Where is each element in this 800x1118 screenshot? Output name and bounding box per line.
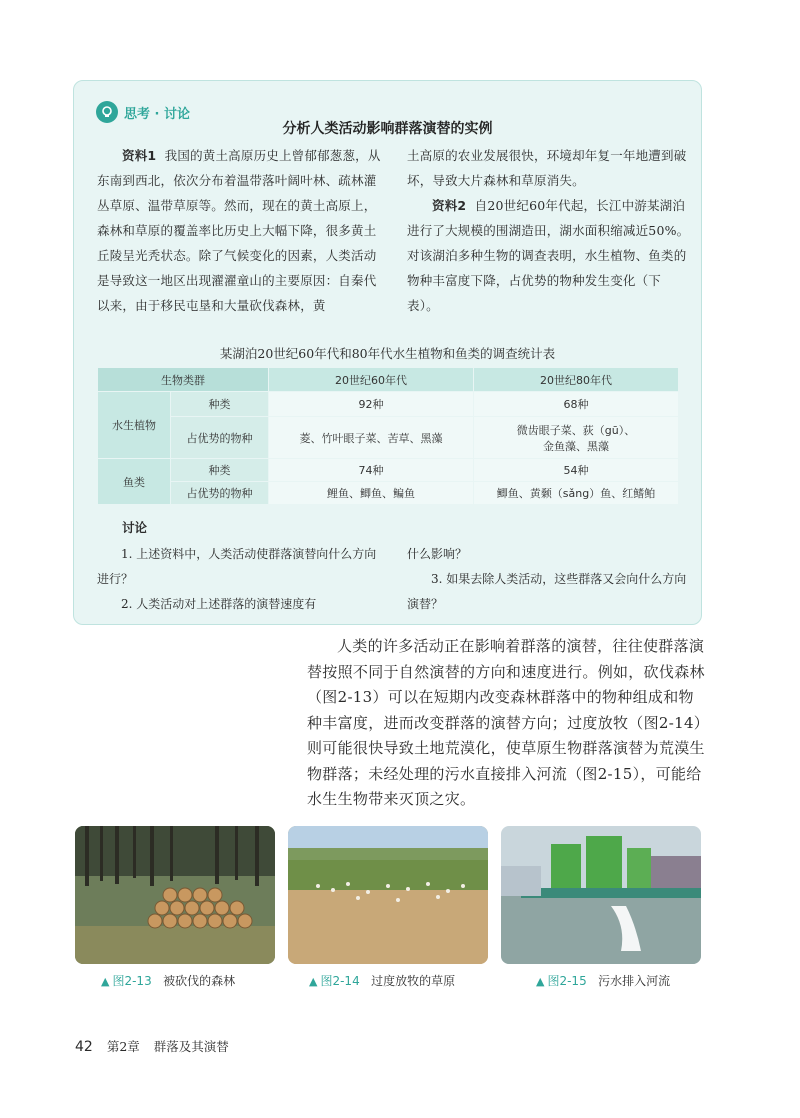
figure-caption-2-15 — [536, 972, 670, 989]
table-header-group: 生物类群 — [98, 368, 268, 391]
row-label-species-count: 种类 — [171, 459, 268, 481]
figure-caption-2-13 — [101, 972, 235, 989]
box-title: 分析人类活动影响群落演替的实例 — [282, 121, 493, 137]
row-label-dominant-species: 占优势的物种 — [171, 482, 268, 504]
photo-cut-forest — [75, 826, 275, 964]
think-discuss-box — [73, 80, 702, 625]
material1-label: 资料1 — [122, 148, 157, 163]
figure-caption-2-14 — [309, 972, 455, 989]
question-2: 2. 人类活动对上述群落的演替速度有 — [121, 597, 317, 611]
group-aquatic-plants: 水生植物 — [98, 392, 170, 458]
table-cell: 92种 — [269, 392, 473, 416]
question-3: 3. 如果去除人类活动，这些群落又会向什么方向演替？ — [407, 572, 687, 611]
figure-caption-text: 污水排入河流 — [598, 974, 671, 988]
table-cell: 74种 — [269, 459, 473, 481]
table-cell — [474, 417, 678, 458]
question-2-continued: 什么影响？ — [407, 547, 468, 561]
photo-overgrazed-grassland — [288, 826, 488, 964]
triangle-marker-icon: ▲ — [101, 975, 110, 988]
discussion-right — [407, 542, 690, 617]
material1-continued: 土高原的农业发展很快，环境却年复一年地遭到破坏，导致大片森林和草原消失。 — [407, 148, 687, 188]
body-text: 人类的许多活动正在影响着群落的演替，往往使群落演替按照不同于自然演替的方向和速度进行。例如，砍伐森林（图2-13）可以在短期内改变森林群落中的物种组成和物种丰富度，进而改变群落的演替方向；过度放牧（图2-14）则可能很快导致土地荒漠化，使草原生物群落演替为荒漠生物群落；未经处理的污水直接排入河流（图2-15），可能给水生生物带来灭顶之灾。 — [307, 637, 705, 808]
figure-number: 图2-15 — [547, 974, 587, 988]
body-paragraph — [307, 634, 707, 813]
table-header-60s: 20世纪60年代 — [269, 368, 473, 391]
box-tag: 思考 · 讨论 — [124, 106, 190, 122]
material-right-column — [407, 143, 690, 318]
table-header-80s: 20世纪80年代 — [474, 368, 678, 391]
material1-paragraph — [97, 143, 381, 318]
survey-table — [97, 367, 679, 505]
table-cell: 菱、竹叶眼子菜、苦草、黑藻 — [269, 417, 473, 458]
row-label-species-count: 种类 — [171, 392, 268, 416]
material2-paragraph — [407, 193, 690, 318]
figure-number: 图2-13 — [112, 974, 152, 988]
question-1: 1. 上述资料中，人类活动使群落演替向什么方向进行？ — [97, 547, 377, 586]
table-cell-line: 微齿眼子菜、荻（gū）、 — [516, 423, 636, 437]
table-title: 某湖泊20世纪60年代和80年代水生植物和鱼类的调查统计表 — [219, 346, 556, 361]
page-number: 42 — [75, 1039, 93, 1055]
material2-text: 自20世纪60年代起，长江中游某湖泊进行了大规模的围湖造田，湖水面积缩减近50%。对该湖泊多种生物的调查表明，水生植物、鱼类的物种丰富度下降，占优势的物种发生变化（下表）。 — [407, 198, 690, 313]
chapter-title: 群落及其演替 — [153, 1039, 229, 1054]
triangle-marker-icon: ▲ — [309, 975, 318, 988]
figure-caption-text: 被砍伐的森林 — [163, 974, 236, 988]
row-label-dominant-species: 占优势的物种 — [171, 417, 268, 458]
material1-text: 我国的黄土高原历史上曾郁郁葱葱，从东南到西北，依次分布着温带落叶阔叶林、疏林灌丛草原、温带草原等。然而，现在的黄土高原上，森林和草原的覆盖率比历史上大幅下降，很多黄土丘陵呈光秃状态。除了气候变化的因素，人类活动是导致这一地区出现濯濯童山的主要原因：自秦代以来，由于移民屯垦和大量砍伐森林，黄 — [97, 148, 381, 313]
table-cell: 鲫鱼、黄颡（sǎng）鱼、红鳍鲌 — [474, 482, 678, 504]
table-cell: 68种 — [474, 392, 678, 416]
triangle-marker-icon: ▲ — [536, 975, 545, 988]
material2-label: 资料2 — [432, 198, 467, 213]
material-left-column — [97, 143, 381, 318]
figure-caption-text: 过度放牧的草原 — [371, 974, 456, 988]
page-footer — [75, 1037, 229, 1055]
discussion-left — [97, 542, 381, 617]
chapter-number: 第2章 — [106, 1039, 140, 1054]
table-cell: 54种 — [474, 459, 678, 481]
group-fish: 鱼类 — [98, 459, 170, 504]
figure-number: 图2-14 — [320, 974, 360, 988]
discussion-title: 讨论 — [122, 520, 148, 535]
photo-sewage-river — [501, 826, 701, 964]
table-cell: 鲤鱼、鲫鱼、鳊鱼 — [269, 482, 473, 504]
table-cell-line: 金鱼藻、黑藻 — [543, 439, 609, 453]
